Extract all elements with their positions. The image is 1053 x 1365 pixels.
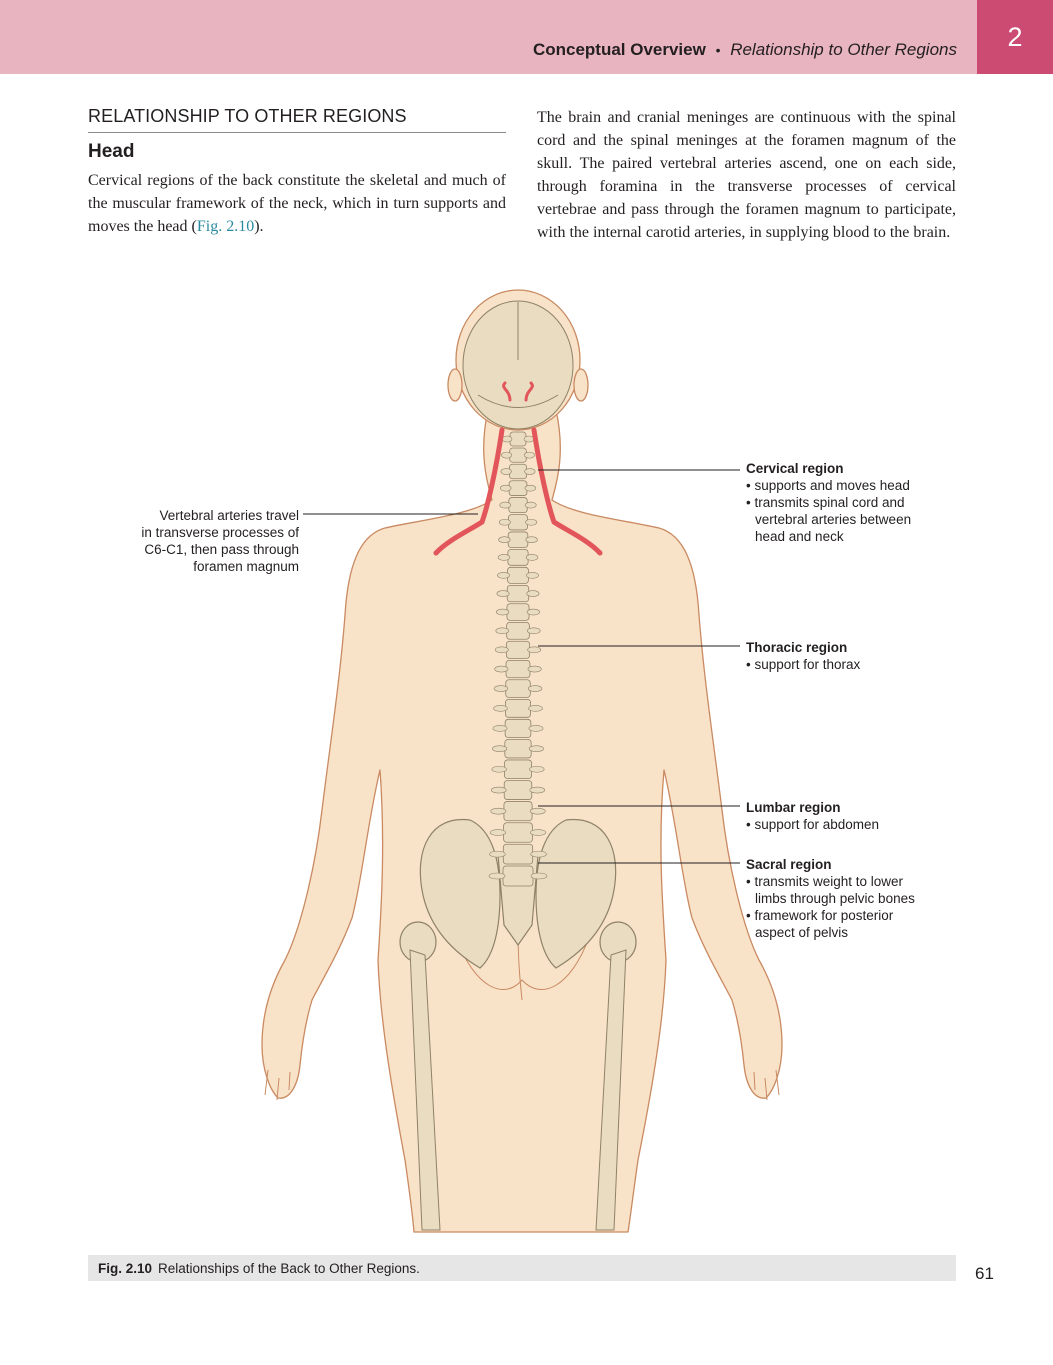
vertebra bbox=[510, 432, 526, 446]
sacral-region-title: Sacral region bbox=[746, 857, 832, 872]
transverse-process bbox=[496, 628, 509, 634]
figure-link[interactable]: Fig. 2.10 bbox=[196, 218, 255, 235]
transverse-process bbox=[525, 502, 536, 508]
transverse-process bbox=[501, 452, 511, 458]
vertebra bbox=[505, 739, 531, 757]
transverse-process bbox=[526, 554, 538, 560]
transverse-process bbox=[526, 572, 538, 578]
lumbar-region-label bbox=[746, 799, 926, 833]
lumbar-region-title: Lumbar region bbox=[746, 800, 841, 815]
running-head-topic: Relationship to Other Regions bbox=[730, 40, 957, 59]
transverse-process bbox=[490, 830, 505, 836]
transverse-process bbox=[527, 609, 540, 615]
cervical-bullet: • transmits spinal cord and vertebral arteries between head and neck bbox=[746, 495, 912, 544]
transverse-process bbox=[528, 686, 542, 692]
transverse-process bbox=[492, 766, 507, 772]
transverse-process bbox=[500, 485, 511, 491]
transverse-process bbox=[494, 686, 508, 692]
transverse-process bbox=[525, 469, 536, 475]
cervical-region-title: Cervical region bbox=[746, 461, 844, 476]
vertebra bbox=[509, 464, 526, 479]
vertebra bbox=[506, 680, 531, 698]
transverse-process bbox=[489, 873, 505, 879]
vertebra bbox=[508, 549, 528, 565]
page-number: 61 bbox=[975, 1264, 994, 1283]
sacral-bullet: • framework for posterior aspect of pelvis bbox=[746, 908, 894, 940]
vertebra bbox=[508, 567, 529, 583]
vertebra bbox=[507, 585, 528, 601]
transverse-process bbox=[491, 808, 506, 814]
transverse-process bbox=[497, 591, 509, 597]
cervical-region-label bbox=[746, 460, 926, 545]
thoracic-region-label bbox=[746, 639, 926, 673]
vertebra bbox=[505, 760, 532, 779]
transverse-process bbox=[493, 725, 507, 731]
vertebral-label-line: C6-C1, then pass through bbox=[144, 542, 299, 557]
transverse-process bbox=[499, 537, 511, 543]
head-paragraph-end: ). bbox=[254, 218, 264, 235]
transverse-process bbox=[530, 787, 545, 793]
transverse-process bbox=[524, 452, 534, 458]
caption-label: Fig. 2.10 bbox=[98, 1260, 153, 1276]
section-heading: RELATIONSHIP TO OTHER REGIONS bbox=[88, 106, 506, 133]
transverse-process bbox=[531, 873, 547, 879]
sacral-bullet: • transmits weight to lower limbs through pelvic bones bbox=[746, 874, 915, 906]
transverse-process bbox=[492, 746, 506, 752]
transverse-process bbox=[530, 808, 545, 814]
cervical-bullet: • supports and moves head bbox=[746, 478, 910, 493]
transverse-process bbox=[531, 851, 547, 857]
vertebra bbox=[506, 641, 529, 658]
transverse-process bbox=[494, 705, 508, 711]
vertebra bbox=[504, 802, 532, 821]
transverse-process bbox=[500, 502, 511, 508]
transverse-process bbox=[526, 537, 538, 543]
transverse-process bbox=[526, 519, 537, 525]
chapter-number: 2 bbox=[1007, 21, 1023, 52]
vertebra bbox=[503, 844, 532, 864]
sub-heading-head: Head bbox=[88, 141, 135, 162]
transverse-process bbox=[528, 647, 541, 653]
transverse-process bbox=[495, 647, 508, 653]
transverse-process bbox=[525, 485, 536, 491]
vertebral-label-line: Vertebral arteries travel bbox=[159, 508, 299, 523]
head-paragraph-text: Cervical regions of the back constitute the skeletal and much of the muscular framework of the neck, which in turn supports and moves the head ( bbox=[88, 172, 506, 235]
vertebra bbox=[507, 604, 529, 621]
transverse-process bbox=[527, 591, 539, 597]
transverse-process bbox=[498, 554, 510, 560]
vertebra bbox=[503, 866, 533, 886]
figure-caption bbox=[88, 1255, 956, 1281]
vertebra bbox=[507, 622, 530, 639]
transverse-process bbox=[499, 519, 510, 525]
vertebral-label-line: foramen magnum bbox=[193, 559, 299, 574]
caption-text: Relationships of the Back to Other Regions. bbox=[158, 1260, 420, 1276]
vertebra bbox=[510, 448, 527, 462]
vertebra bbox=[504, 823, 533, 842]
transverse-process bbox=[502, 436, 512, 442]
vertebra bbox=[509, 481, 527, 496]
thoracic-bullet: • support for thorax bbox=[746, 657, 861, 672]
transverse-process bbox=[491, 787, 506, 793]
transverse-process bbox=[490, 851, 506, 857]
vertebral-label-line: in transverse processes of bbox=[141, 525, 299, 540]
transverse-process bbox=[528, 666, 541, 672]
transverse-process bbox=[496, 609, 509, 615]
thoracic-region-title: Thoracic region bbox=[746, 640, 848, 655]
sacral-region-label bbox=[746, 856, 926, 941]
vertebral-arteries-label bbox=[110, 507, 299, 575]
transverse-process bbox=[527, 628, 540, 634]
skull bbox=[463, 301, 573, 429]
vertebra bbox=[505, 699, 530, 717]
vertebra bbox=[508, 515, 527, 530]
vertebra bbox=[506, 660, 530, 677]
transverse-process bbox=[501, 469, 512, 475]
transverse-process bbox=[529, 705, 543, 711]
brain-paragraph: The brain and cranial meninges are continuous with the spinal cord and the spinal meninges at the foramen magnum of the skull. The paired vertebral arteries ascend, one on each side, through foramina in the transverse processes of cervical vertebrae and pass through the foramen magnum to participate, with the internal carotid arteries, in supplying blood to the brain. bbox=[537, 109, 956, 241]
transverse-process bbox=[495, 666, 508, 672]
lumbar-bullet: • support for abdomen bbox=[746, 817, 880, 832]
transverse-process bbox=[497, 572, 509, 578]
running-head-section: Conceptual Overview bbox=[532, 40, 706, 59]
vertebra bbox=[504, 781, 532, 800]
transverse-process bbox=[529, 746, 543, 752]
vertebra bbox=[508, 532, 528, 548]
running-head-separator: • bbox=[715, 42, 721, 58]
vertebra bbox=[509, 498, 527, 513]
transverse-process bbox=[529, 725, 543, 731]
transverse-process bbox=[529, 766, 544, 772]
transverse-process bbox=[524, 436, 534, 442]
vertebra bbox=[505, 719, 531, 737]
transverse-process bbox=[530, 830, 545, 836]
